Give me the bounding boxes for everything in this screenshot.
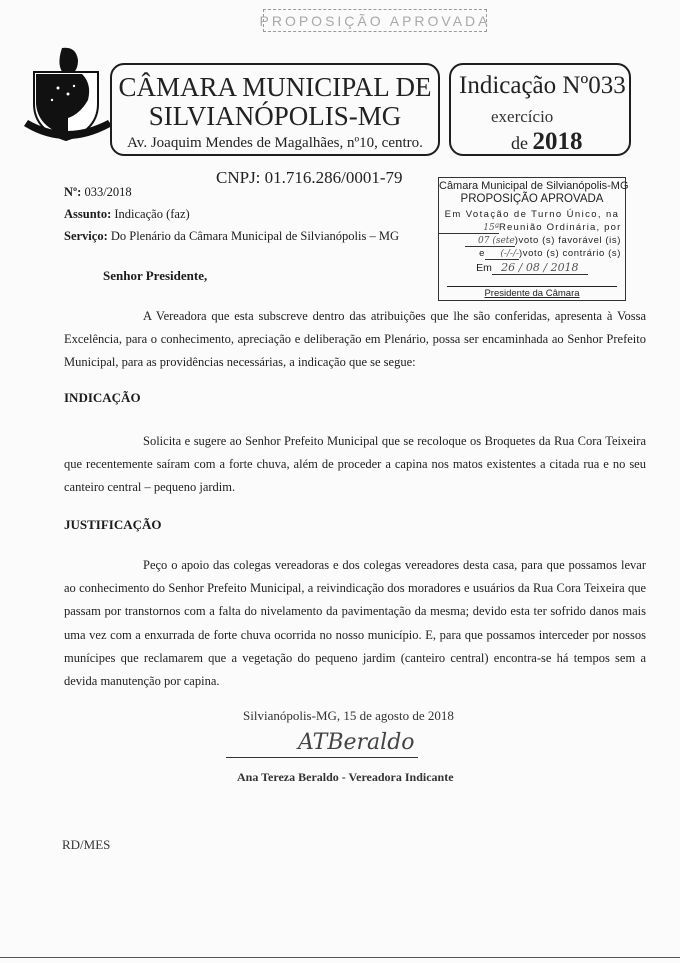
footer-initials: RD/MES <box>62 837 111 852</box>
greeting: Senhor Presidente, <box>103 268 208 283</box>
stamp-session <box>439 222 625 234</box>
exercicio-year <box>511 128 583 156</box>
service-label: Serviço: <box>64 229 108 243</box>
place-and-date: Silvianópolis-MG, 15 de agosto de 2018 <box>243 708 454 723</box>
document-subject <box>64 207 190 222</box>
exercicio-label: exercício <box>491 107 554 126</box>
stamp-favor-text: )voto (s) favorável (is) <box>514 235 621 246</box>
justificacao-paragraph <box>64 554 646 693</box>
approved-stamp-top <box>259 9 491 32</box>
chamber-name-line1: CÂMARA MUNICIPAL DE <box>118 72 432 102</box>
approved-stamp-text: PROPOSIÇÃO APROVADA <box>259 12 491 29</box>
stamp-against-handwritten: (-/-/- <box>485 249 519 260</box>
page-bottom-edge <box>0 957 680 958</box>
subject-label: Assunto: <box>64 207 112 221</box>
chamber-title-box <box>110 63 440 156</box>
stamp-against-text: )voto (s) contrário (s) <box>519 248 621 259</box>
number-label: Nº: <box>64 185 82 199</box>
stamp-approved: PROPOSIÇÃO APROVADA <box>460 193 604 205</box>
subject-value: Indicação (faz) <box>114 207 190 221</box>
intro-text: A Vereadora que esta subscreve dentro das atribuições que lhe são conferidas, apresenta à Vossa Excelência, para o conhecimento, apreciação e deliberação em Plenário, possa ser encaminhada ao Senhor Prefeito Municipal, para as providências necessárias, a indicação que se segue: <box>64 309 646 370</box>
stamp-date-handwritten: 26 / 08 / 2018 <box>492 261 588 275</box>
signer-name: Ana Tereza Beraldo - Vereadora Indicante <box>237 770 454 784</box>
chamber-name-line2: SILVIANÓPOLIS-MG <box>148 101 402 131</box>
stamp-session-handwritten: 15ª <box>439 223 499 234</box>
stamp-session-text: Reunião Ordinária, por <box>499 222 622 233</box>
indicacao-paragraph <box>64 430 646 500</box>
approval-stamp <box>438 177 629 301</box>
stamp-chamber-name: Câmara Municipal de Silvianópolis-MG <box>439 180 629 192</box>
signature-line <box>226 757 418 758</box>
intro-paragraph <box>64 305 646 375</box>
indicacao-heading: INDICAÇÃO <box>64 390 141 405</box>
stamp-against-prefix: e <box>479 248 486 259</box>
year-prefix: de <box>511 133 528 153</box>
chamber-address: Av. Joaquim Mendes de Magalhães, nº10, centro. <box>127 135 423 151</box>
indicacao-number-box <box>449 63 631 156</box>
number-value: 033/2018 <box>84 185 132 199</box>
stamp-date-label: Em <box>476 262 492 274</box>
cnpj: CNPJ: 01.716.286/0001-79 <box>216 168 403 187</box>
stamp-votes-against <box>439 248 625 260</box>
handwritten-signature: ATBeraldo <box>298 730 415 755</box>
justificacao-text: Peço o apoio das colegas vereadoras e dos colegas vereadores desta casa, para que possamos levar ao conhecimento do Senhor Prefeito Municipal, a reivindicação dos moradores e usuários da Rua Cora Teixeira que passam por transtornos com a falta do nivelamento da pavimentação da mesma; devido esta ter sofrido danos mais uma vez com a enxurrada de forte chuva ocorrida no nosso município. E, para que possamos interceder por nossos munícipes que reclamarem que a vegetação do pequeno jardim (canteiro central) encontra-se há tempos sem a devida manutenção por capina. <box>64 558 646 689</box>
document-number <box>64 185 132 200</box>
stamp-president-label: Presidente da Câmara <box>484 288 580 299</box>
document-service <box>64 229 399 244</box>
indicacao-text: Solicita e sugere ao Senhor Prefeito Municipal que se recoloque os Broquetes da Rua Cora Teixeira que recentemente saíram com a forte chuva, além de proceder a capina nos matos existentes a citada rua e no seu canteiro central – pequeno jardim. <box>64 434 646 495</box>
stamp-favor-handwritten: 07 (sete <box>465 236 515 247</box>
year-value: 2018 <box>532 128 583 155</box>
coat-of-arms-logo <box>22 44 114 149</box>
indicacao-number: Indicação Nº033 <box>459 72 626 99</box>
stamp-signature-line <box>447 286 617 287</box>
service-value: Do Plenário da Câmara Municipal de Silvianópolis – MG <box>110 229 400 243</box>
stamp-vote-type: Em Votação de Turno Único, na <box>444 209 620 220</box>
justificacao-heading: JUSTIFICAÇÃO <box>64 517 162 532</box>
stamp-votes-favor <box>439 235 625 247</box>
stamp-date <box>439 261 625 275</box>
